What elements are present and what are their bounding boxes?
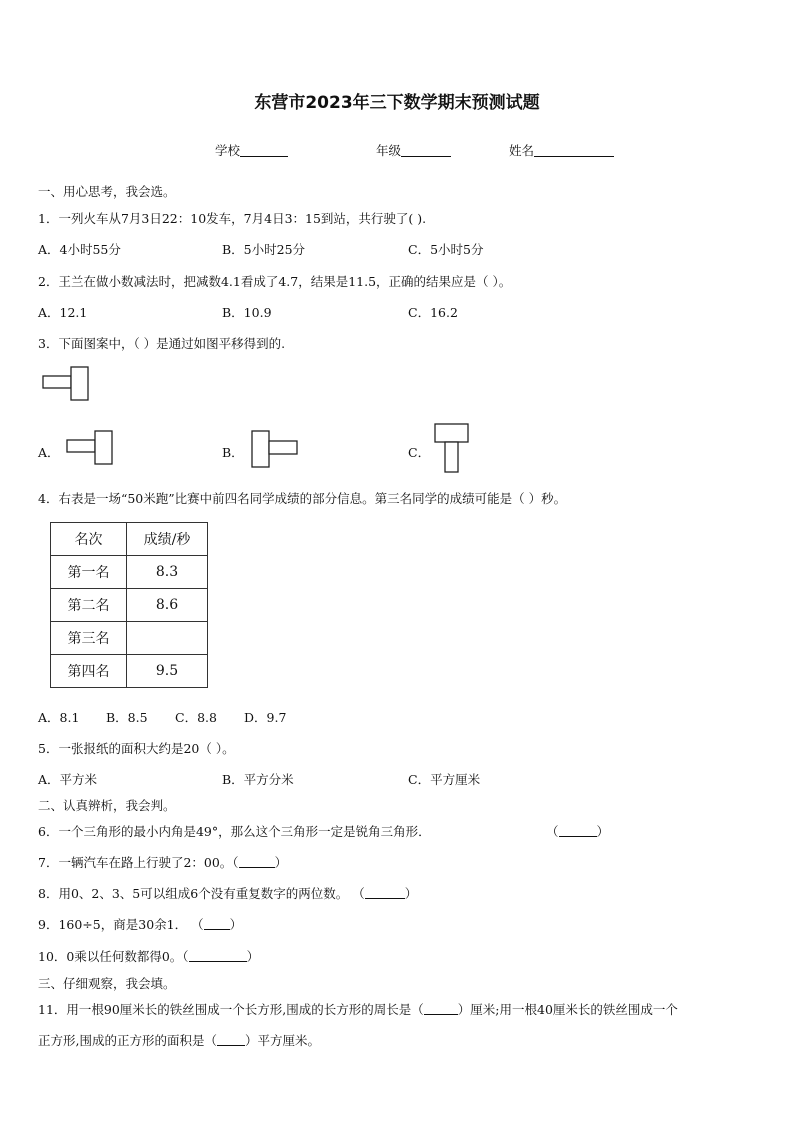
option-a-shape-figure: [66, 430, 116, 466]
school-field: [215, 141, 288, 159]
question-1: 1．一列火车从7月3日22：10发车，7月4日3：15到站，共行驶了( ).: [38, 211, 427, 226]
table-row: [51, 556, 208, 589]
table-row: [51, 622, 208, 655]
q7-answer-blank[interactable]: [239, 855, 275, 868]
q2-option-b: B．10.9: [222, 305, 272, 320]
table-cell-rank: 第二名: [51, 589, 127, 622]
name-label: 姓名: [509, 143, 535, 158]
q3-option-a: A．: [38, 445, 60, 460]
option-b-shape-figure: [251, 430, 301, 466]
q6-answer-paren: （ ）: [546, 824, 610, 839]
q3-option-c: C．: [408, 445, 431, 460]
grade-label: 年级: [376, 143, 402, 158]
q11-blank-perimeter[interactable]: [424, 1002, 458, 1015]
question-2: 2．王兰在做小数减法时，把减数4.1看成了4.7，结果是11.5，正确的结果应是（ ）。: [38, 274, 512, 289]
q2-option-c: C．16.2: [408, 305, 458, 320]
table-cell-score-empty[interactable]: [127, 622, 208, 655]
page-title: 东营市2023年三下数学期末预测试题: [254, 93, 540, 113]
header-rank: 名次: [51, 523, 127, 556]
section-2-heading: 二、认真辨析，我会判。: [38, 798, 176, 813]
q4-option-d: D．9.7: [244, 710, 287, 725]
q6-answer-blank[interactable]: [559, 824, 597, 837]
question-9: 9．160÷5，商是30余1． （ ）: [38, 917, 243, 932]
name-field: [509, 141, 614, 159]
option-c-shape-figure: [434, 423, 474, 475]
question-10: 10．0乘以任何数都得0。（ ）: [38, 949, 260, 964]
grade-field: [376, 141, 451, 159]
q5-option-b: B．平方分米: [222, 772, 294, 787]
q9-answer-blank[interactable]: [204, 917, 230, 930]
table-row: [51, 589, 208, 622]
q4-option-b: B．8.5: [106, 710, 148, 725]
table-cell-rank: 第四名: [51, 655, 127, 688]
table-row: [51, 655, 208, 688]
section-1-heading: 一、用心思考，我会选。: [38, 184, 176, 199]
q3-option-b: B．: [222, 445, 244, 460]
q10-answer-blank[interactable]: [189, 949, 247, 962]
question-7: 7．一辆汽车在路上行驶了2：00。（ ）: [38, 855, 288, 870]
header-score: 成绩/秒: [127, 523, 208, 556]
table-cell-rank: 第一名: [51, 556, 127, 589]
question-11-line-2: 正方形,围成的正方形的面积是（ ）平方厘米。: [38, 1033, 320, 1048]
section-3-heading: 三、仔细观察，我会填。: [38, 976, 176, 991]
table-cell-rank: 第三名: [51, 622, 127, 655]
question-5: 5．一张报纸的面积大约是20（ ）。: [38, 741, 235, 756]
score-table: [50, 522, 208, 688]
q11-blank-area[interactable]: [217, 1033, 245, 1046]
table-cell-score: 8.3: [127, 556, 208, 589]
q8-answer-blank[interactable]: [365, 886, 405, 899]
question-3: 3．下面图案中，（ ）是通过如图平移得到的.: [38, 336, 286, 351]
table-cell-score: 8.6: [127, 589, 208, 622]
q1-option-b: B．5小时25分: [222, 242, 306, 257]
q4-option-c: C．8.8: [175, 710, 217, 725]
q5-option-a: A．平方米: [38, 772, 98, 787]
table-header-row: [51, 523, 208, 556]
q5-option-c: C．平方厘米: [408, 772, 481, 787]
reference-shape-figure: [42, 366, 92, 402]
grade-blank[interactable]: [401, 143, 451, 157]
question-6: 6．一个三角形的最小内角是49°，那么这个三角形一定是锐角三角形．: [38, 824, 431, 839]
q4-option-a: A．8.1: [38, 710, 80, 725]
school-blank[interactable]: [240, 143, 288, 157]
school-label: 学校: [215, 143, 241, 158]
q2-option-a: A．12.1: [38, 305, 88, 320]
table-cell-score: 9.5: [127, 655, 208, 688]
question-11-line-1: 11．用一根90厘米长的铁丝围成一个长方形,围成的长方形的周长是（ ）厘米;用一根40厘米长的铁丝围成一个: [38, 1002, 678, 1017]
q1-option-a: A．4小时55分: [38, 242, 121, 257]
question-4: 4．右表是一场“50米跑”比赛中前四名同学成绩的部分信息。第三名同学的成绩可能是（ ）秒。: [38, 491, 567, 506]
question-8: 8．用0、2、3、5可以组成6个没有重复数字的两位数。 （ ）: [38, 886, 418, 901]
q1-option-c: C．5小时5分: [408, 242, 484, 257]
name-blank[interactable]: [534, 143, 614, 157]
